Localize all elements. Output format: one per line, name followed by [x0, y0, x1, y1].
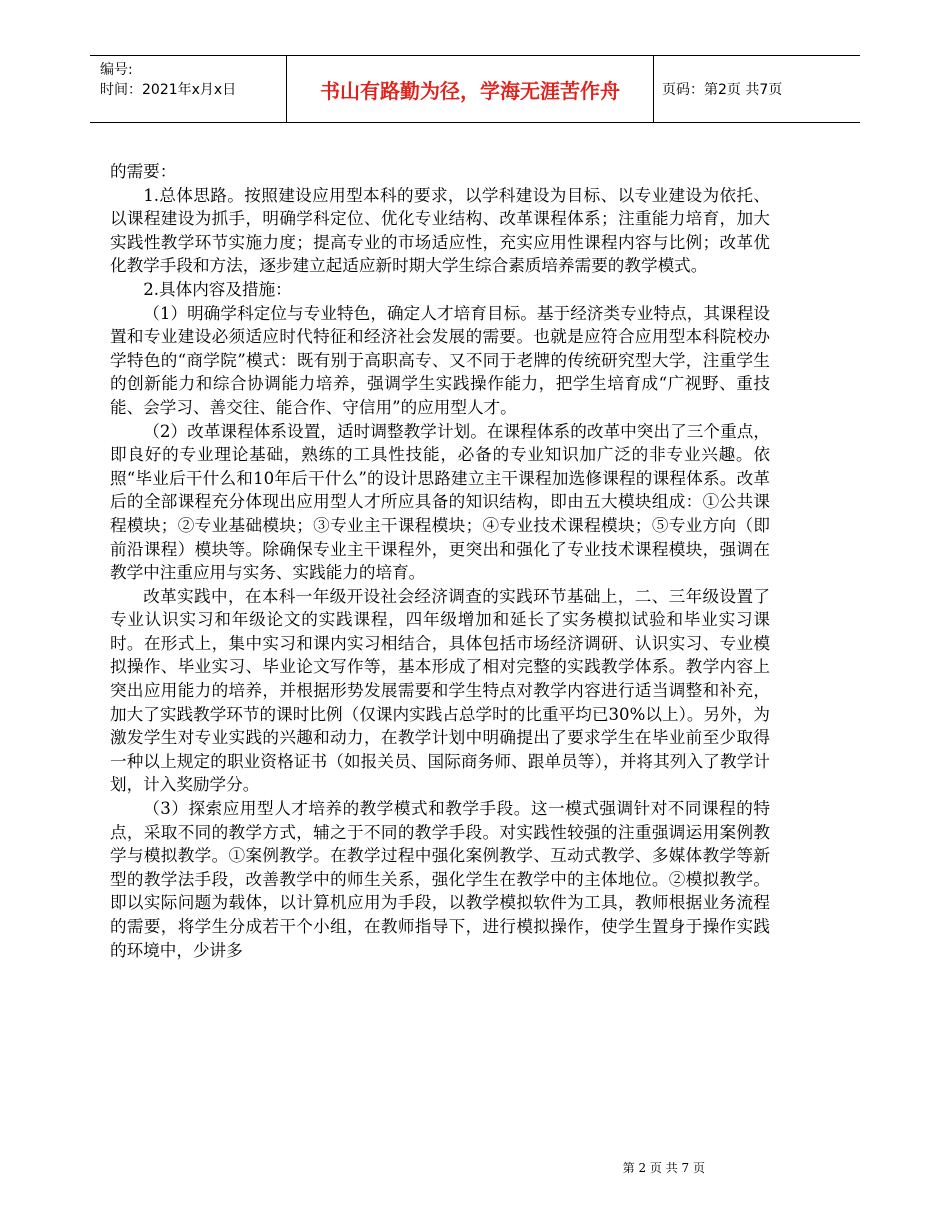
document-number-label: 编号:	[100, 62, 133, 78]
paragraph-discipline-positioning: （1）明确学科定位与专业特色，确定人才培育目标。基于经济类专业特点，其课程设置和专业建设必须适应时代特征和经济社会发展的需要。也就是应符合应用型本科院校办学特色的“商学院”模式：既有别于高职高专、又不同于老牌的传统研究型大学，注重学生的创新能力和综合协调能力培养，强调学生实践操作能力，把学生培育成“广视野、重技能、会学习、善交往、能合作、守信用”的应用型人才。	[110, 303, 770, 417]
paragraph-curriculum-reform: （2）改革课程体系设置，适时调整教学计划。在课程体系的改革中突出了三个重点，即良好的专业理论基础，熟练的工具性技能，必备的专业知识加广泛的非专业兴趣。依照“毕业后干什么和10年后干什么”的设计思路建立主干课程加选修课程的课程体系。改革后的全部课程充分体现出应用型人才所应具备的知识结构，即由五大模块组成：①公共课程模块；②专业基础模块；③专业主干课程模块；④专业技术课程模块；⑤专业方向（即前沿课程）模块等。除确保专业主干课程外，更突出和强化了专业技术课程模块，强调在教学中注重应用与实务、实践能力的培育。	[110, 421, 770, 583]
page-header	[90, 55, 860, 123]
document-body	[110, 160, 770, 962]
paragraph-teaching-mode: （3）探索应用型人才培养的教学模式和教学手段。这一模式强调针对不同课程的特点，采取不同的教学方式，辅之于不同的教学手段。对实践性较强的注重强调运用案例教学与模拟教学。①案例教学。在教学过程中强化案例教学、互动式教学、多媒体教学等新型的教学法手段，改善教学中的师生关系，强化学生在教学中的主体地位。②模拟教学。即以实际问题为载体，以计算机应用为手段，以教学模拟软件为工具，教师根据业务流程的需要，将学生分成若干个小组，在教师指导下，进行模拟操作，使学生置身于操作实践的环境中，少讲多	[110, 799, 770, 960]
paragraph-overall-approach: 1.总体思路。按照建设应用型本科的要求，以学科建设为目标、以专业建设为依托、以课程建设为抓手，明确学科定位、优化专业结构、改革课程体系；注重能力培育，加大实践性教学环节实施力度；提高专业的市场适应性，充实应用性课程内容与比例；改革优化教学手段和方法，逐步建立起适应新时期大学生综合素质培养需要的教学模式。	[110, 185, 770, 276]
paragraph-practice-reform: 改革实践中，在本科一年级开设社会经济调查的实践环节基础上，二、三年级设置了专业认识实习和年级论文的实践课程，四年级增加和延长了实务模拟试验和毕业实习课时。在形式上，集中实习和课内实习相结合，具体包括市场经济调研、认识实习、专业模拟操作、毕业实习、毕业论文写作等，基本形成了相对完整的实践教学体系。教学内容上突出应用能力的培养，并根据形势发展需要和学生特点对教学内容进行适当调整和补充，加大了实践教学环节的课时比例（仅课内实践占总学时的比重平均已30%以上）。另外，为激发学生对专业实践的兴趣和动力，在教学计划中明确提出了要求学生在毕业前至少取得一种以上规定的职业资格证书（如报关员、国际商务师、跟单员等），并将其列入了教学计划，计入奖励学分。	[110, 586, 770, 795]
header-motto: 书山有路勤为径，学海无涯苦作舟	[286, 56, 654, 122]
paragraph-continuation: 的需要：	[110, 162, 177, 181]
header-page-info: 页码：第2页 共7页	[662, 82, 783, 98]
page-footer: 第 2 页 共 7 页	[622, 1161, 705, 1175]
document-date: 时间：2021年x月x日	[100, 82, 237, 98]
paragraph-measures-heading: 2.具体内容及措施：	[143, 279, 292, 299]
header-meta	[90, 56, 286, 122]
